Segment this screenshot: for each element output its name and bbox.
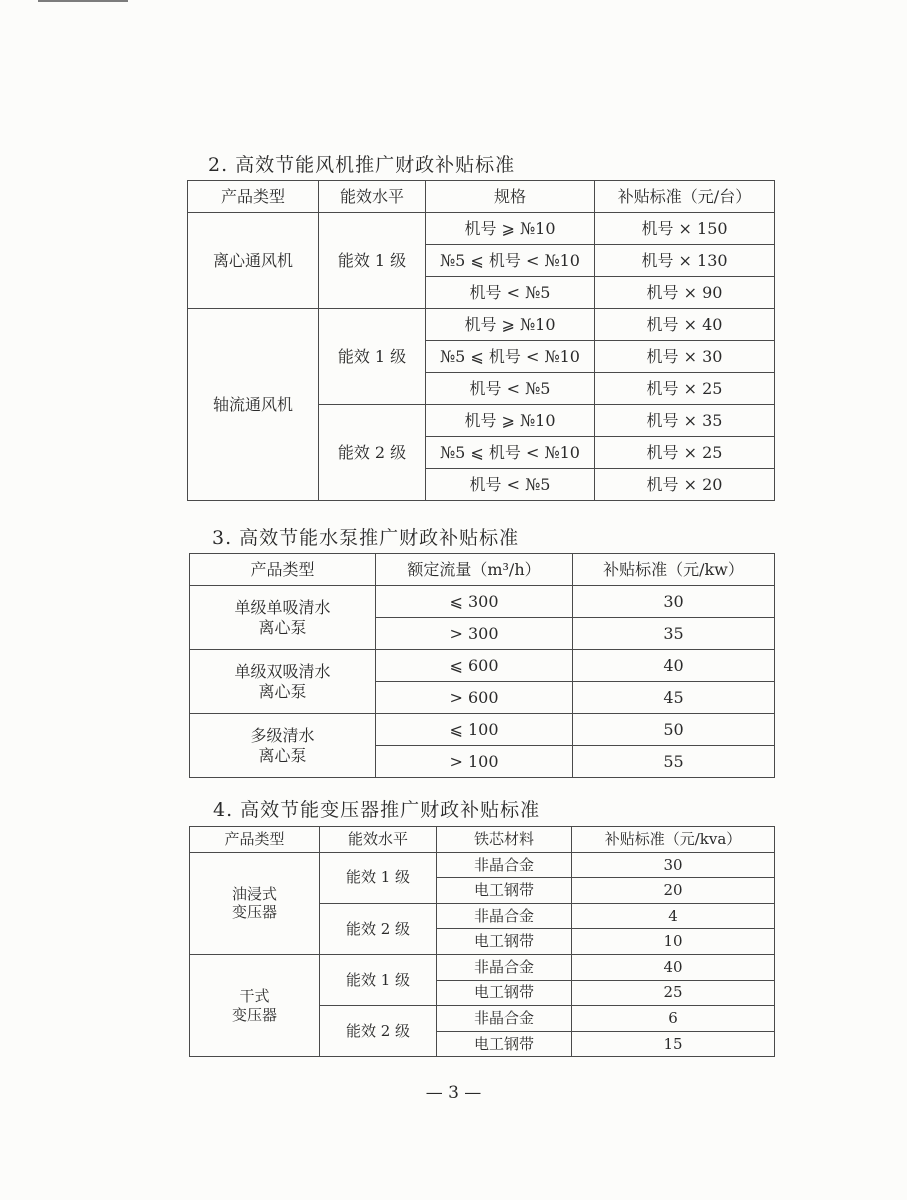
efficiency-level-cell: 能效 2 级 (320, 1006, 437, 1057)
material-cell: 电工钢带 (437, 929, 572, 955)
header-cell: 规格 (426, 181, 595, 213)
subsidy-cell: 机号 × 30 (595, 341, 775, 373)
subsidy-cell: 机号 × 25 (595, 437, 775, 469)
material-cell: 电工钢带 (437, 1031, 572, 1057)
header-cell: 额定流量（m³/h） (376, 554, 573, 586)
flow-cell: ⩽ 600 (376, 650, 573, 682)
spec-cell: 机号 < №5 (426, 469, 595, 501)
material-cell: 非晶合金 (437, 903, 572, 929)
spec-cell: №5 ⩽ 机号 < №10 (426, 245, 595, 277)
product-type-cell (190, 586, 376, 650)
spec-cell: №5 ⩽ 机号 < №10 (426, 437, 595, 469)
subsidy-cell: 30 (573, 586, 775, 618)
subsidy-cell: 机号 × 20 (595, 469, 775, 501)
spec-cell: 机号 < №5 (426, 373, 595, 405)
subsidy-cell: 机号 × 90 (595, 277, 775, 309)
material-cell: 非晶合金 (437, 954, 572, 980)
subsidy-cell: 10 (572, 929, 775, 955)
spec-cell: 机号 ⩾ №10 (426, 309, 595, 341)
table-row (188, 213, 775, 245)
header-cell: 能效水平 (320, 827, 437, 853)
subsidy-cell: 4 (572, 903, 775, 929)
product-type-cell (190, 954, 320, 1056)
flow-cell: > 300 (376, 618, 573, 650)
table-header-row (188, 181, 775, 213)
efficiency-level-cell: 能效 1 级 (319, 309, 426, 405)
flow-cell: > 100 (376, 746, 573, 778)
spec-cell: 机号 ⩾ №10 (426, 213, 595, 245)
product-type-cell (190, 714, 376, 778)
subsidy-cell: 40 (573, 650, 775, 682)
product-type-line: 离心泵 (258, 745, 307, 765)
product-type-cell (190, 852, 320, 954)
subsidy-cell: 40 (572, 954, 775, 980)
spec-cell: 机号 < №5 (426, 277, 595, 309)
efficiency-level-cell: 能效 1 级 (320, 954, 437, 1005)
product-type-cell: 轴流通风机 (188, 309, 319, 501)
efficiency-level-cell: 能效 2 级 (320, 903, 437, 954)
efficiency-level-cell: 能效 1 级 (320, 852, 437, 903)
product-type-line: 离心泵 (258, 681, 307, 701)
table-row (190, 954, 775, 980)
header-cell: 铁芯材料 (437, 827, 572, 853)
subsidy-cell: 机号 × 35 (595, 405, 775, 437)
table-row (190, 650, 775, 682)
header-cell: 产品类型 (188, 181, 319, 213)
product-type-line: 干式 (239, 986, 270, 1005)
transformer-subsidy-table (189, 826, 775, 1057)
subsidy-cell: 45 (573, 682, 775, 714)
table-row (190, 852, 775, 878)
efficiency-level-cell: 能效 2 级 (319, 405, 426, 501)
header-cell: 补贴标准（元/kva） (572, 827, 775, 853)
subsidy-cell: 30 (572, 852, 775, 878)
header-cell: 能效水平 (319, 181, 426, 213)
subsidy-cell: 机号 × 40 (595, 309, 775, 341)
subsidy-cell: 15 (572, 1031, 775, 1057)
section4-title: 4. 高效节能变压器推广财政补贴标准 (213, 799, 541, 821)
subsidy-cell: 机号 × 150 (595, 213, 775, 245)
product-type-cell: 离心通风机 (188, 213, 319, 309)
page-number: — 3 — (425, 1083, 482, 1103)
section3-title: 3. 高效节能水泵推广财政补贴标准 (212, 527, 520, 549)
scan-corner-mark (38, 0, 128, 2)
pump-subsidy-table (189, 553, 775, 778)
product-type-line: 变压器 (231, 1005, 277, 1024)
table-row (190, 586, 775, 618)
product-type-line: 离心泵 (258, 617, 307, 637)
fan-subsidy-table (187, 180, 775, 501)
product-type-line: 油浸式 (231, 884, 277, 903)
table-header-row (190, 554, 775, 586)
header-cell: 补贴标准（元/台） (595, 181, 775, 213)
table-row (188, 309, 775, 341)
subsidy-cell: 20 (572, 878, 775, 904)
product-type-cell (190, 650, 376, 714)
flow-cell: ⩽ 300 (376, 586, 573, 618)
header-cell: 补贴标准（元/kw） (573, 554, 775, 586)
header-cell: 产品类型 (190, 827, 320, 853)
subsidy-cell: 55 (573, 746, 775, 778)
efficiency-level-cell: 能效 1 级 (319, 213, 426, 309)
product-type-line: 变压器 (231, 903, 277, 922)
product-type-line: 单级双吸清水 (234, 661, 331, 681)
subsidy-cell: 50 (573, 714, 775, 746)
subsidy-cell: 6 (572, 1006, 775, 1032)
spec-cell: 机号 ⩾ №10 (426, 405, 595, 437)
subsidy-cell: 25 (572, 980, 775, 1006)
header-cell: 产品类型 (190, 554, 376, 586)
flow-cell: ⩽ 100 (376, 714, 573, 746)
table-header-row (190, 827, 775, 853)
product-type-line: 多级清水 (250, 725, 315, 745)
material-cell: 电工钢带 (437, 878, 572, 904)
spec-cell: №5 ⩽ 机号 < №10 (426, 341, 595, 373)
subsidy-cell: 机号 × 25 (595, 373, 775, 405)
material-cell: 电工钢带 (437, 980, 572, 1006)
subsidy-cell: 机号 × 130 (595, 245, 775, 277)
product-type-line: 单级单吸清水 (234, 597, 331, 617)
material-cell: 非晶合金 (437, 1006, 572, 1032)
flow-cell: > 600 (376, 682, 573, 714)
subsidy-cell: 35 (573, 618, 775, 650)
section2-title: 2. 高效节能风机推广财政补贴标准 (208, 154, 516, 176)
material-cell: 非晶合金 (437, 852, 572, 878)
table-row (190, 714, 775, 746)
